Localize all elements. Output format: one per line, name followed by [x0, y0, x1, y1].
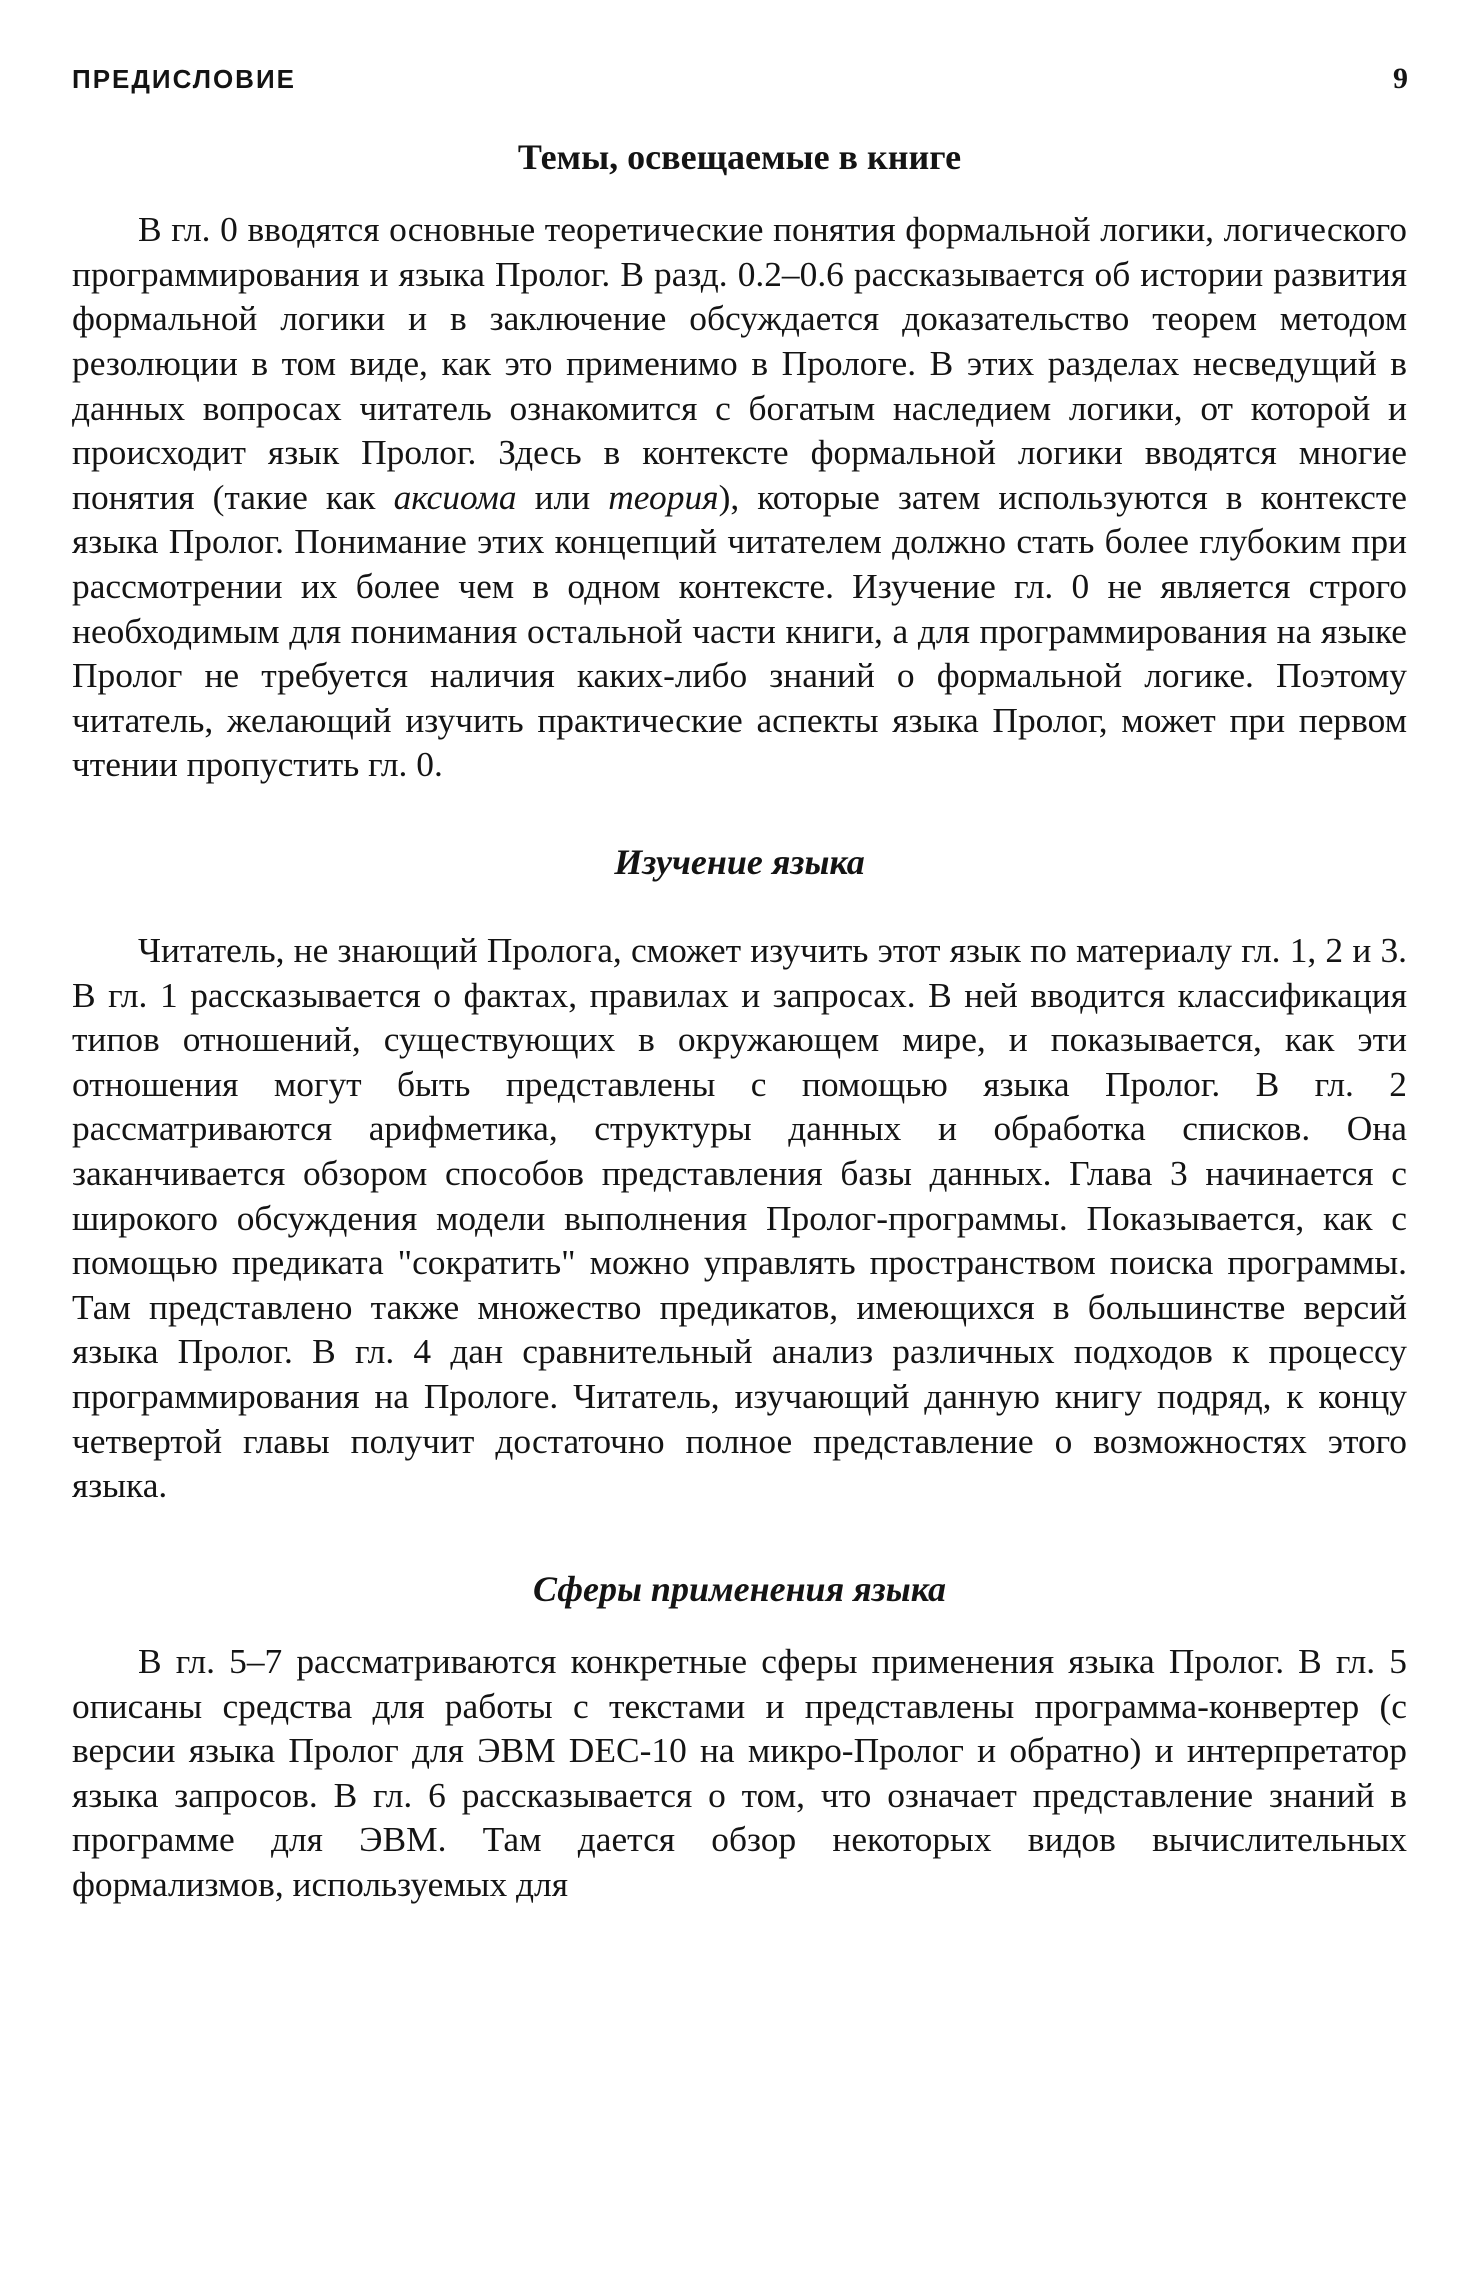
- section-topics: [72, 136, 1407, 787]
- paragraph-topics-part2: или: [516, 476, 609, 517]
- section-title-learning: Изучение языка: [614, 841, 865, 882]
- section-applications: [72, 1568, 1407, 1907]
- running-title: ПРЕДИСЛОВИЕ: [72, 64, 296, 94]
- paragraph-topics-part3: ), которые затем используются в контексте языка Пролог. Понимание этих концепций читателем должно стать более глубоким при рассмотрении их более чем в одном контексте. Изучение гл. 0 не является строго необходимым для понимания остальной части книги, а для программирования на языке Пролог не требуется наличия каких-либо знаний о формальной логике. Поэтому читатель, желающий изучить практические аспекты языка Пролог, может при первом чтении пропустить гл. 0.: [72, 476, 1408, 785]
- term-axiom: аксиома: [393, 476, 517, 517]
- running-header: [72, 62, 1407, 96]
- paragraph-learning: Читатель, не знающий Пролога, сможет изучить этот язык по материалу гл. 1, 2 и 3. В гл. 1 рассказывается о фактах, правилах и запросах. В ней вводится классификация типов отношений, существующих в окружающем мире, и показывается, как эти отношения могут быть представлены с помощью языка Пролог. В гл. 2 рассматриваются арифметика, структуры данных и обработка списков. Она заканчивается обзором способов представления базы данных. Глава 3 начинается с широкого обсуждения модели выполнения Пролог-программы. Показывается, как с помощью предиката "сократить" можно управлять пространством поиска программы. Там представлено также множество предикатов, имеющихся в большинстве версий языка Пролог. В гл. 4 дан сравнительный анализ различных подходов к процессу программирования на Прологе. Читатель, изучающий данную книгу подряд, к концу четвертой главы получит достаточно полное представление о возможностях этого языка.: [72, 930, 1407, 1506]
- section-learning: [72, 841, 1407, 1508]
- paragraph-topics-part1: В гл. 0 вводятся основные теоретические понятия формальной логики, логического программирования и языка Пролог. В разд. 0.2–0.6 рассказывается об истории развития формальной логики и в заключение обсуждается доказательство теорем методом резолюции в том виде, как это применимо в Прологе. В этих разделах несведущий в данных вопросах читатель ознакомится с богатым наследием логики, от которой и происходит язык Пролог. Здесь в контексте формальной логики вводятся многие понятия (такие как: [72, 209, 1407, 517]
- section-spacer: [72, 787, 1407, 841]
- term-theory: теория: [608, 476, 719, 517]
- page-number: 9: [1393, 62, 1409, 95]
- paragraph-topics: [72, 207, 1407, 787]
- section-title-applications: Сферы применения языка: [532, 1568, 947, 1609]
- section-title-topics: Темы, освещаемые в книге: [517, 137, 962, 177]
- book-page: [72, 62, 1407, 1907]
- paragraph-applications: В гл. 5–7 рассматриваются конкретные сферы применения языка Пролог. В гл. 5 описаны средства для работы с текстами и представлены программа-конвертер (с версии языка Пролог для ЭВМ DEC-10 на микро-Пролог и обратно) и интерпретатор языка запросов. В гл. 6 рассказывается о том, что означает представление знаний в программе для ЭВМ. Там дается обзор некоторых видов вычислительных формализмов, используемых для: [72, 1641, 1407, 1904]
- section-spacer: [72, 1508, 1407, 1568]
